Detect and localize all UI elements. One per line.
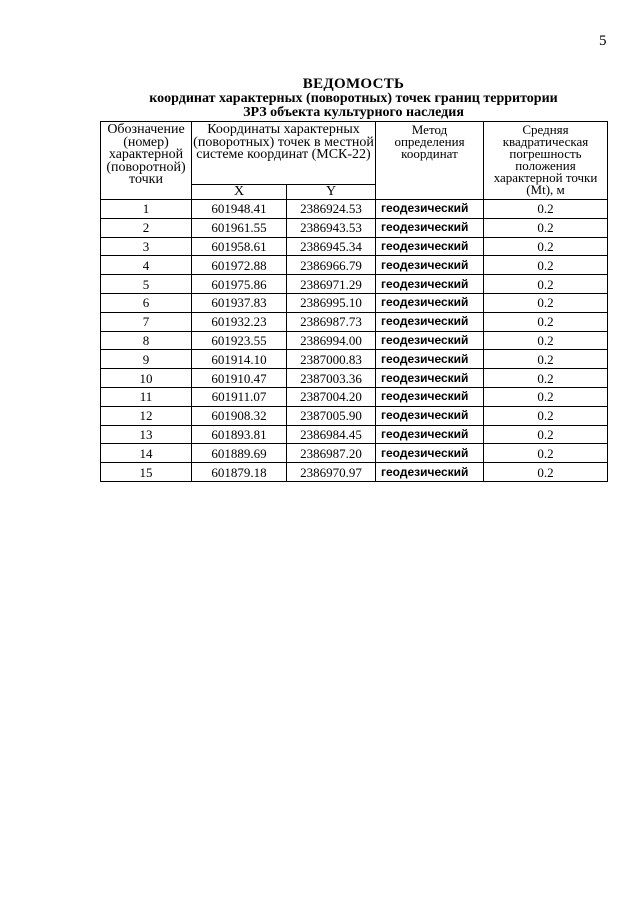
table-row [101,331,608,350]
table-row [101,444,608,463]
x-coordinate-cell: 601932.23 [192,312,287,331]
method-cell: геодезический [376,200,484,219]
table-row [101,293,608,312]
y-coordinate-cell: 2387005.90 [287,406,376,425]
x-coordinate-cell: 601961.55 [192,218,287,237]
error-cell: 0.2 [484,218,608,237]
table-row [101,275,608,294]
x-coordinate-cell: 601958.61 [192,237,287,256]
method-cell: геодезический [376,237,484,256]
table-row [101,387,608,406]
x-coordinate-cell: 601893.81 [192,425,287,444]
x-coordinate-cell: 601908.32 [192,406,287,425]
error-cell: 0.2 [484,237,608,256]
x-coordinate-cell: 601975.86 [192,275,287,294]
y-coordinate-cell: 2386943.53 [287,218,376,237]
table-row [101,237,608,256]
error-cell: 0.2 [484,369,608,388]
point-number-cell: 10 [101,369,192,388]
method-cell: геодезический [376,406,484,425]
y-coordinate-cell: 2387000.83 [287,350,376,369]
point-number-cell: 12 [101,406,192,425]
y-coordinate-cell: 2387004.20 [287,387,376,406]
error-cell: 0.2 [484,406,608,425]
x-coordinate-cell: 601914.10 [192,350,287,369]
x-coordinate-cell: 601972.88 [192,256,287,275]
method-cell: геодезический [376,387,484,406]
x-coordinate-cell: 601889.69 [192,444,287,463]
x-coordinate-cell: 601923.55 [192,331,287,350]
method-cell: геодезический [376,444,484,463]
point-number-cell: 7 [101,312,192,331]
document-subtitle-line-1: координат характерных (поворотных) точек границ территории [149,91,558,106]
header-point-designation: Обозначение (номер) характерной (поворотной) точки [101,122,192,200]
point-number-cell: 2 [101,218,192,237]
y-coordinate-cell: 2386970.97 [287,463,376,482]
table-row [101,312,608,331]
header-x: X [192,185,287,200]
table-body [101,200,608,482]
page-number: 5 [599,33,607,49]
error-cell: 0.2 [484,200,608,219]
point-number-cell: 6 [101,293,192,312]
header-mean-square-error: Средняя квадратическая погрешность положения характерной точки (Mt), м [484,122,608,200]
y-coordinate-cell: 2387003.36 [287,369,376,388]
error-cell: 0.2 [484,275,608,294]
table-row [101,425,608,444]
point-number-cell: 1 [101,200,192,219]
method-cell: геодезический [376,350,484,369]
error-cell: 0.2 [484,350,608,369]
method-cell: геодезический [376,425,484,444]
method-cell: геодезический [376,463,484,482]
header-method: Метод определения координат [376,122,484,200]
y-coordinate-cell: 2386987.73 [287,312,376,331]
y-coordinate-cell: 2386994.00 [287,331,376,350]
document-subtitle-line-2: ЗРЗ объекта культурного наследия [243,105,464,120]
table-row [101,369,608,388]
error-cell: 0.2 [484,463,608,482]
table-row [101,406,608,425]
error-cell: 0.2 [484,293,608,312]
method-cell: геодезический [376,256,484,275]
table-row [101,200,608,219]
table-row [101,256,608,275]
method-cell: геодезический [376,331,484,350]
document-title: ВЕДОМОСТЬ [302,76,405,92]
x-coordinate-cell: 601937.83 [192,293,287,312]
point-number-cell: 13 [101,425,192,444]
y-coordinate-cell: 2386966.79 [287,256,376,275]
point-number-cell: 5 [101,275,192,294]
header-coordinates: Координаты характерных (поворотных) точек в местной системе координат (МСК-22) [192,122,376,185]
point-number-cell: 4 [101,256,192,275]
coordinates-table [100,121,608,482]
error-cell: 0.2 [484,256,608,275]
point-number-cell: 3 [101,237,192,256]
point-number-cell: 9 [101,350,192,369]
method-cell: геодезический [376,218,484,237]
error-cell: 0.2 [484,425,608,444]
point-number-cell: 14 [101,444,192,463]
x-coordinate-cell: 601910.47 [192,369,287,388]
y-coordinate-cell: 2386924.53 [287,200,376,219]
table-row [101,350,608,369]
table-row [101,218,608,237]
error-cell: 0.2 [484,331,608,350]
x-coordinate-cell: 601879.18 [192,463,287,482]
table-row [101,463,608,482]
point-number-cell: 15 [101,463,192,482]
y-coordinate-cell: 2386971.29 [287,275,376,294]
error-cell: 0.2 [484,444,608,463]
document-heading [100,76,607,120]
error-cell: 0.2 [484,312,608,331]
error-cell: 0.2 [484,387,608,406]
x-coordinate-cell: 601911.07 [192,387,287,406]
point-number-cell: 11 [101,387,192,406]
method-cell: геодезический [376,312,484,331]
y-coordinate-cell: 2386984.45 [287,425,376,444]
y-coordinate-cell: 2386987.20 [287,444,376,463]
point-number-cell: 8 [101,331,192,350]
method-cell: геодезический [376,275,484,294]
x-coordinate-cell: 601948.41 [192,200,287,219]
table-header-row [101,122,608,185]
y-coordinate-cell: 2386995.10 [287,293,376,312]
method-cell: геодезический [376,293,484,312]
y-coordinate-cell: 2386945.34 [287,237,376,256]
method-cell: геодезический [376,369,484,388]
header-y: Y [287,185,376,200]
